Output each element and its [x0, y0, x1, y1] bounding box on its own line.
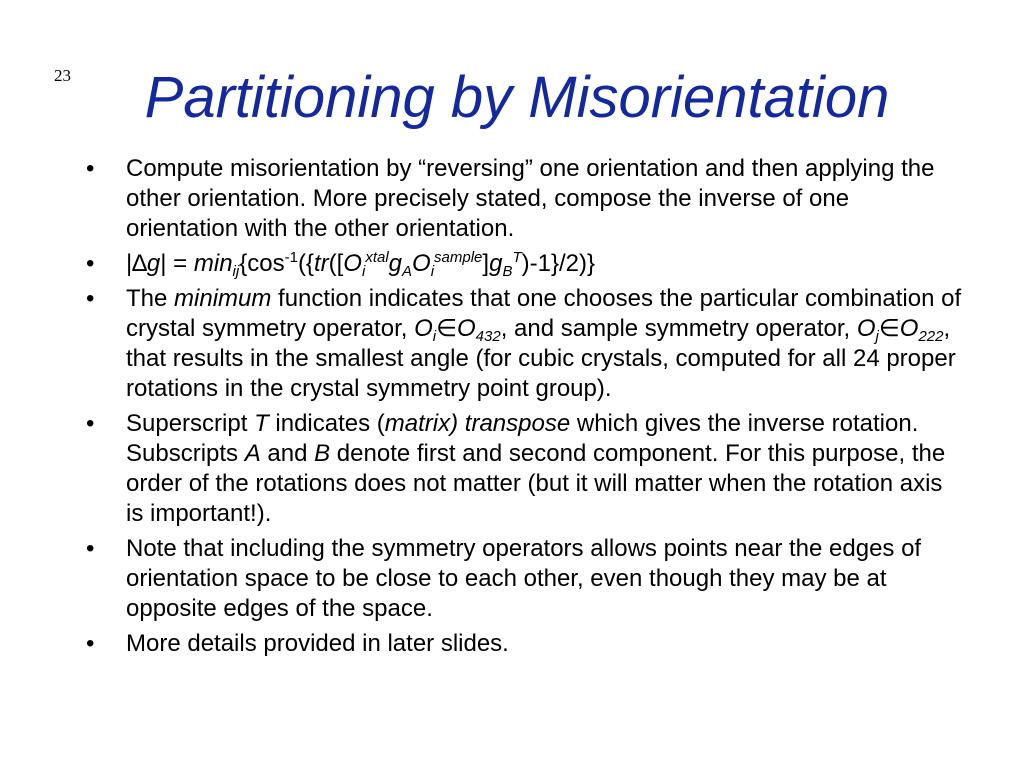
formula-equals: = [166, 250, 194, 277]
emphasis-minimum: minimum [174, 285, 272, 312]
formula-O-sample-sub: i [430, 263, 435, 280]
symbol-O-222-sub: 222 [918, 328, 944, 345]
bullet-dot: • [86, 535, 95, 562]
symbol-O-i-sub: i [432, 328, 437, 345]
formula-O-sample: O [412, 250, 431, 277]
formula-min-sub: ij [232, 263, 240, 280]
formula-g: g [146, 250, 161, 277]
bullet-more-details [86, 629, 966, 659]
slide-title: Partitioning by Misorientation [144, 65, 890, 130]
emphasis-matrix-transpose: matrix) transpose [384, 410, 571, 437]
formula-tail: )-1}/2)} [521, 250, 595, 277]
element-of-symbol: ∈ [878, 315, 900, 342]
formula-tr: tr [313, 250, 329, 277]
bullet-dot: • [86, 410, 95, 437]
bullet-compute-misorientation [86, 154, 966, 244]
bullet-text: function indicates that one chooses the particular combination of crystal symmetry operator, [126, 285, 962, 342]
formula-cos: {cos [239, 250, 285, 277]
formula-O-xtal: O [343, 250, 362, 277]
symbol-O-432-sub: 432 [475, 328, 501, 345]
bullet-dot: • [86, 285, 95, 312]
formula-delta: ∆ [132, 250, 147, 277]
bullet-symmetry-operators-note [86, 534, 966, 624]
bullet-text: Compute misorientation by “reversing” one orientation and then applying the other orientation. More precisely stated, compose the inverse of one orientation with the other orientation. [126, 155, 935, 242]
formula-O-sample-sup: sample [434, 249, 483, 266]
symbol-O-i: O [414, 315, 433, 342]
formula-abs-close: | [160, 250, 167, 277]
formula-bracket-close: ] [482, 250, 490, 277]
symbol-O-432: O [457, 315, 476, 342]
bullet-list [86, 154, 966, 664]
symbol-B: B [314, 440, 331, 467]
bullet-text: denote first and second component. For this purpose, the order of the rotations does not matter (but it will matter when the rotation axis is important!). [126, 440, 946, 527]
formula-min: min [193, 250, 233, 277]
bullet-text: Note that including the symmetry operators allows points near the edges of orientation space to be close to each other, even though they may be at opposite edges of the space. [126, 535, 922, 622]
bullet-text: The [126, 285, 175, 312]
symbol-O-j-sub: j [875, 328, 879, 345]
symbol-T: T [254, 410, 269, 437]
bullet-dot: • [86, 250, 95, 277]
formula-bracket-open: ([ [328, 250, 344, 277]
formula-paren-open: ({ [297, 250, 314, 277]
formula-gB-sup: T [512, 249, 522, 266]
bullet-text: More details provided in later slides. [126, 630, 509, 657]
bullet-superscript-transpose [86, 409, 966, 529]
formula-gB-sub: B [502, 263, 513, 280]
bullet-text: indicates ( [268, 410, 385, 437]
bullet-misorientation-formula [86, 249, 966, 279]
formula-gB: g [489, 250, 503, 277]
formula-cos-sup: -1 [284, 249, 298, 266]
bullet-text: , that results in the smallest angle (for cubic crystals, computed for all 24 proper rotations in the crystal symmetry point group). [126, 315, 956, 402]
symbol-O-j: O [856, 315, 876, 342]
bullet-text: which gives the inverse rotation. Subscripts [126, 410, 919, 467]
bullet-dot: • [86, 630, 95, 657]
symbol-O-222: O [899, 315, 919, 342]
bullet-minimum-function [86, 284, 966, 404]
bullet-text: and [260, 440, 315, 467]
bullet-text: Superscript [126, 410, 255, 437]
bullet-dot: • [86, 155, 95, 182]
formula-gA: g [388, 250, 403, 277]
element-of-symbol: ∈ [436, 315, 457, 342]
formula-O-xtal-sup: xtal [365, 249, 389, 266]
formula-abs-open: | [126, 250, 133, 277]
slide-number: 23 [54, 66, 71, 85]
bullet-text: , and sample symmetry operator, [500, 315, 857, 342]
symbol-A: A [244, 440, 261, 467]
formula-O-xtal-sub: i [361, 263, 366, 280]
formula-gA-sub: A [402, 263, 413, 280]
